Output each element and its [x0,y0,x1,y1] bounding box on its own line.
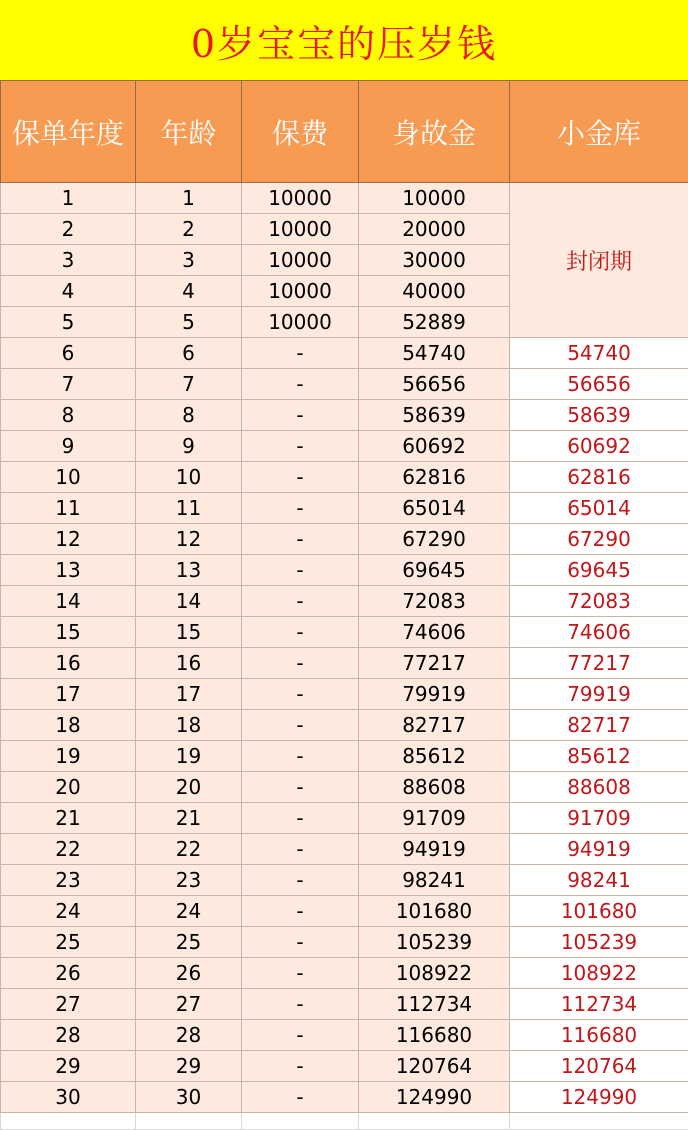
cell-policy-year: 13 [1,555,136,586]
cell-premium: - [242,524,359,555]
table-row [1,865,688,896]
cell-premium: - [242,865,359,896]
table-row [1,772,688,803]
cell-premium: - [242,927,359,958]
cell-age: 19 [136,741,242,772]
cell-small-vault: 65014 [510,493,688,524]
cell-age: 24 [136,896,242,927]
cell-premium: 10000 [242,276,359,307]
cell-premium: 10000 [242,214,359,245]
empty-cell [136,1113,242,1130]
cell-death-benefit: 65014 [359,493,510,524]
cell-age: 16 [136,648,242,679]
cell-small-vault: 54740 [510,338,688,369]
cell-age: 12 [136,524,242,555]
cell-policy-year: 9 [1,431,136,462]
table-row [1,431,688,462]
cell-small-vault: 124990 [510,1082,688,1113]
table-body [1,183,688,1130]
cell-premium: - [242,1082,359,1113]
cell-premium: - [242,958,359,989]
cell-small-vault: 74606 [510,617,688,648]
table-row [1,803,688,834]
cell-small-vault: 60692 [510,431,688,462]
table-row [1,927,688,958]
cell-policy-year: 29 [1,1051,136,1082]
cell-small-vault: 112734 [510,989,688,1020]
cell-small-vault: 101680 [510,896,688,927]
cell-policy-year: 12 [1,524,136,555]
cell-small-vault: 72083 [510,586,688,617]
table-row [1,710,688,741]
cell-death-benefit: 116680 [359,1020,510,1051]
cell-age: 3 [136,245,242,276]
cell-small-vault: 105239 [510,927,688,958]
cell-premium: - [242,803,359,834]
cell-age: 2 [136,214,242,245]
cell-premium: - [242,834,359,865]
cell-small-vault: 120764 [510,1051,688,1082]
cell-closed-period: 封闭期 [510,183,688,338]
table-row [1,586,688,617]
header-age: 年龄 [136,81,242,183]
cell-death-benefit: 105239 [359,927,510,958]
cell-policy-year: 6 [1,338,136,369]
cell-death-benefit: 72083 [359,586,510,617]
cell-premium: - [242,617,359,648]
cell-death-benefit: 91709 [359,803,510,834]
cell-policy-year: 23 [1,865,136,896]
cell-death-benefit: 98241 [359,865,510,896]
cell-death-benefit: 82717 [359,710,510,741]
cell-death-benefit: 20000 [359,214,510,245]
table-row [1,462,688,493]
table-row [1,989,688,1020]
table-row [1,369,688,400]
cell-age: 22 [136,834,242,865]
cell-death-benefit: 120764 [359,1051,510,1082]
header-row [1,81,688,183]
cell-death-benefit: 94919 [359,834,510,865]
cell-death-benefit: 85612 [359,741,510,772]
cell-premium: - [242,1051,359,1082]
table-row [1,834,688,865]
cell-age: 1 [136,183,242,214]
cell-age: 25 [136,927,242,958]
cell-age: 18 [136,710,242,741]
cell-premium: - [242,555,359,586]
cell-age: 20 [136,772,242,803]
cell-death-benefit: 108922 [359,958,510,989]
table-row [1,338,688,369]
cell-policy-year: 2 [1,214,136,245]
cell-small-vault: 116680 [510,1020,688,1051]
cell-policy-year: 11 [1,493,136,524]
cell-age: 8 [136,400,242,431]
table-row [1,648,688,679]
cell-policy-year: 18 [1,710,136,741]
cell-small-vault: 85612 [510,741,688,772]
cell-age: 7 [136,369,242,400]
cell-premium: 10000 [242,307,359,338]
cell-premium: - [242,462,359,493]
cell-age: 17 [136,679,242,710]
cell-death-benefit: 69645 [359,555,510,586]
cell-policy-year: 30 [1,1082,136,1113]
page-title-bar [0,0,688,80]
header-small-vault: 小金库 [510,81,688,183]
cell-small-vault: 91709 [510,803,688,834]
cell-premium: - [242,338,359,369]
cell-small-vault: 82717 [510,710,688,741]
cell-policy-year: 25 [1,927,136,958]
cell-death-benefit: 56656 [359,369,510,400]
cell-policy-year: 16 [1,648,136,679]
cell-death-benefit: 88608 [359,772,510,803]
table-row [1,1082,688,1113]
cell-policy-year: 8 [1,400,136,431]
page-title: 0岁宝宝的压岁钱 [190,21,498,66]
cell-small-vault: 79919 [510,679,688,710]
cell-premium: - [242,369,359,400]
cell-age: 23 [136,865,242,896]
empty-cell [242,1113,359,1130]
cell-age: 13 [136,555,242,586]
empty-cell [1,1113,136,1130]
cell-age: 30 [136,1082,242,1113]
cell-death-benefit: 62816 [359,462,510,493]
table-row [1,741,688,772]
table-row [1,555,688,586]
cell-policy-year: 4 [1,276,136,307]
table-row [1,896,688,927]
cell-death-benefit: 74606 [359,617,510,648]
cell-policy-year: 27 [1,989,136,1020]
cell-age: 10 [136,462,242,493]
cell-premium: - [242,710,359,741]
cell-age: 28 [136,1020,242,1051]
header-policy-year: 保单年度 [1,81,136,183]
cell-death-benefit: 40000 [359,276,510,307]
cell-premium: 10000 [242,183,359,214]
cell-small-vault: 67290 [510,524,688,555]
cell-premium: - [242,741,359,772]
cell-policy-year: 28 [1,1020,136,1051]
cell-premium: - [242,586,359,617]
cell-small-vault: 58639 [510,400,688,431]
cell-policy-year: 7 [1,369,136,400]
table-row [1,1020,688,1051]
cell-policy-year: 20 [1,772,136,803]
cell-policy-year: 24 [1,896,136,927]
header-death-benefit: 身故金 [359,81,510,183]
table-row [1,679,688,710]
cell-age: 9 [136,431,242,462]
table-row [1,958,688,989]
cell-age: 21 [136,803,242,834]
table-row [1,493,688,524]
cell-age: 11 [136,493,242,524]
cell-death-benefit: 30000 [359,245,510,276]
cell-small-vault: 77217 [510,648,688,679]
cell-policy-year: 3 [1,245,136,276]
cell-small-vault: 62816 [510,462,688,493]
cell-death-benefit: 10000 [359,183,510,214]
cell-death-benefit: 54740 [359,338,510,369]
cell-death-benefit: 67290 [359,524,510,555]
cell-premium: - [242,1020,359,1051]
cell-age: 14 [136,586,242,617]
cell-premium: - [242,400,359,431]
cell-premium: - [242,679,359,710]
cell-age: 6 [136,338,242,369]
cell-policy-year: 21 [1,803,136,834]
cell-age: 29 [136,1051,242,1082]
cell-death-benefit: 112734 [359,989,510,1020]
cell-policy-year: 10 [1,462,136,493]
cell-policy-year: 5 [1,307,136,338]
cell-premium: - [242,896,359,927]
cell-small-vault: 69645 [510,555,688,586]
cell-death-benefit: 77217 [359,648,510,679]
cell-death-benefit: 60692 [359,431,510,462]
cell-age: 15 [136,617,242,648]
cell-policy-year: 14 [1,586,136,617]
cell-death-benefit: 101680 [359,896,510,927]
cell-premium: - [242,431,359,462]
cell-premium: - [242,493,359,524]
cell-death-benefit: 58639 [359,400,510,431]
cell-policy-year: 17 [1,679,136,710]
cell-small-vault: 94919 [510,834,688,865]
table-row [1,617,688,648]
cell-age: 4 [136,276,242,307]
cell-policy-year: 22 [1,834,136,865]
table-row [1,400,688,431]
cell-death-benefit: 52889 [359,307,510,338]
cell-premium: - [242,772,359,803]
cell-small-vault: 56656 [510,369,688,400]
cell-age: 27 [136,989,242,1020]
cell-premium: 10000 [242,245,359,276]
cell-death-benefit: 124990 [359,1082,510,1113]
header-premium: 保费 [242,81,359,183]
policy-table [0,80,688,1130]
cell-small-vault: 108922 [510,958,688,989]
cell-premium: - [242,648,359,679]
cell-policy-year: 15 [1,617,136,648]
cell-small-vault: 98241 [510,865,688,896]
cell-age: 26 [136,958,242,989]
table-row [1,1051,688,1082]
cell-policy-year: 26 [1,958,136,989]
cell-policy-year: 1 [1,183,136,214]
empty-row [1,1113,688,1130]
cell-age: 5 [136,307,242,338]
empty-cell [510,1113,688,1130]
cell-policy-year: 19 [1,741,136,772]
table-row [1,524,688,555]
cell-small-vault: 88608 [510,772,688,803]
empty-cell [359,1113,510,1130]
cell-premium: - [242,989,359,1020]
cell-death-benefit: 79919 [359,679,510,710]
table-row [1,183,688,214]
